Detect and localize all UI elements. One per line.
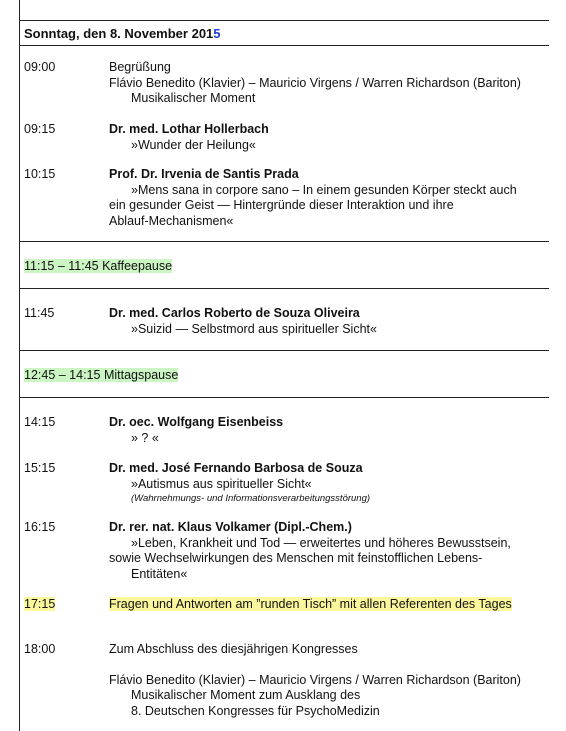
entry-content: [109, 60, 549, 107]
speaker-name: Dr. med. Carlos Roberto de Souza Oliveira: [109, 306, 360, 320]
entry-time: 11:45: [24, 306, 55, 320]
entry-line: Musikalischer Moment zum Ausklang des: [131, 688, 361, 702]
divider: [19, 397, 549, 398]
divider: [19, 241, 549, 242]
talk-title: Entitäten«: [131, 566, 188, 581]
break-time: 11:15 – 11:45: [24, 259, 99, 273]
date-last-digit: 5: [213, 26, 221, 41]
entry-content: [109, 642, 549, 719]
entry-line: 8. Deutschen Kongresses für PsychoMedizin: [131, 703, 380, 718]
talk-note: (Wahrnehmungs- und Informationsverarbeitungsstörung): [131, 493, 371, 504]
entry-line: Flávio Benedito (Klavier) – Mauricio Virgens / Warren Richardson (Bariton): [109, 672, 521, 687]
divider: [19, 350, 549, 351]
break-label: Mittagspause: [103, 368, 179, 382]
talk-title: »Suizid — Selbstmord aus spiritueller Sicht«: [131, 321, 377, 336]
talk-title: sowie Wechselwirkungen des Menschen mit feinstofflichen Lebens-: [109, 551, 483, 565]
entry-content: [109, 415, 549, 446]
entry-line: Zum Abschluss des diesjährigen Kongresses: [109, 642, 358, 656]
day-header: [19, 20, 549, 46]
speaker-name: Dr. med. José Fernando Barbosa de Souza: [109, 461, 363, 475]
talk-title: » ? «: [131, 430, 159, 445]
speaker-name: Dr. med. Lothar Hollerbach: [109, 122, 269, 136]
entry-content: [109, 167, 549, 229]
entry-time: 10:15: [24, 167, 56, 181]
qa-time-cell: [24, 597, 55, 613]
entry-time: 18:00: [24, 642, 56, 656]
break-row: [24, 259, 172, 275]
entry-time: 15:15: [24, 461, 56, 475]
talk-title: »Autismus aus spiritueller Sicht«: [131, 476, 312, 491]
break-label: Kaffeepause: [102, 259, 173, 273]
entry-time: 14:15: [24, 415, 56, 429]
talk-title: ein gesunder Geist — Hintergründe dieser Interaktion und ihre: [109, 198, 454, 212]
left-border-line: [19, 0, 20, 731]
entry-line: Begrüßung: [109, 60, 171, 74]
talk-title: »Mens sana in corpore sano – In einem gesunden Körper steckt auch: [131, 182, 517, 197]
speaker-name: Dr. oec. Wolfgang Eisenbeiss: [109, 415, 284, 429]
entry-content: [109, 306, 549, 337]
entry-line: Musikalischer Moment: [131, 91, 256, 105]
speaker-name: Dr. rer. nat. Klaus Volkamer (Dipl.-Chem.): [109, 520, 352, 534]
speaker-name: Prof. Dr. Irvenia de Santis Prada: [109, 167, 299, 181]
qa-time: 17:15: [24, 597, 56, 611]
spacer: [109, 658, 549, 673]
entry-time: 09:00: [24, 60, 56, 74]
entry-content: [109, 520, 549, 582]
entry-line: Flávio Benedito (Klavier) – Mauricio Virgens / Warren Richardson (Bariton): [109, 75, 521, 90]
entry-time: 16:15: [24, 520, 56, 534]
entry-content: [109, 461, 549, 506]
talk-title: »Leben, Krankheit und Tod — erweitertes und höheres Bewusstsein,: [131, 535, 511, 550]
divider: [19, 288, 549, 289]
date-prefix: Sonntag, den 8. November 201: [24, 26, 214, 41]
entry-content: [109, 122, 549, 153]
break-time: 12:45 – 14:15: [24, 368, 101, 382]
break-highlight: [24, 368, 178, 382]
day-header-title: [24, 26, 221, 41]
break-highlight: [24, 259, 172, 273]
entry-time: 09:15: [24, 122, 56, 136]
break-row: [24, 368, 178, 384]
talk-title: »Wunder der Heilung«: [131, 137, 256, 152]
qa-content: [109, 597, 549, 613]
qa-label: Fragen und Antworten am ”runden Tisch” mit allen Referenten des Tages: [109, 597, 512, 611]
talk-title: Ablauf-Mechanismen«: [109, 213, 234, 228]
